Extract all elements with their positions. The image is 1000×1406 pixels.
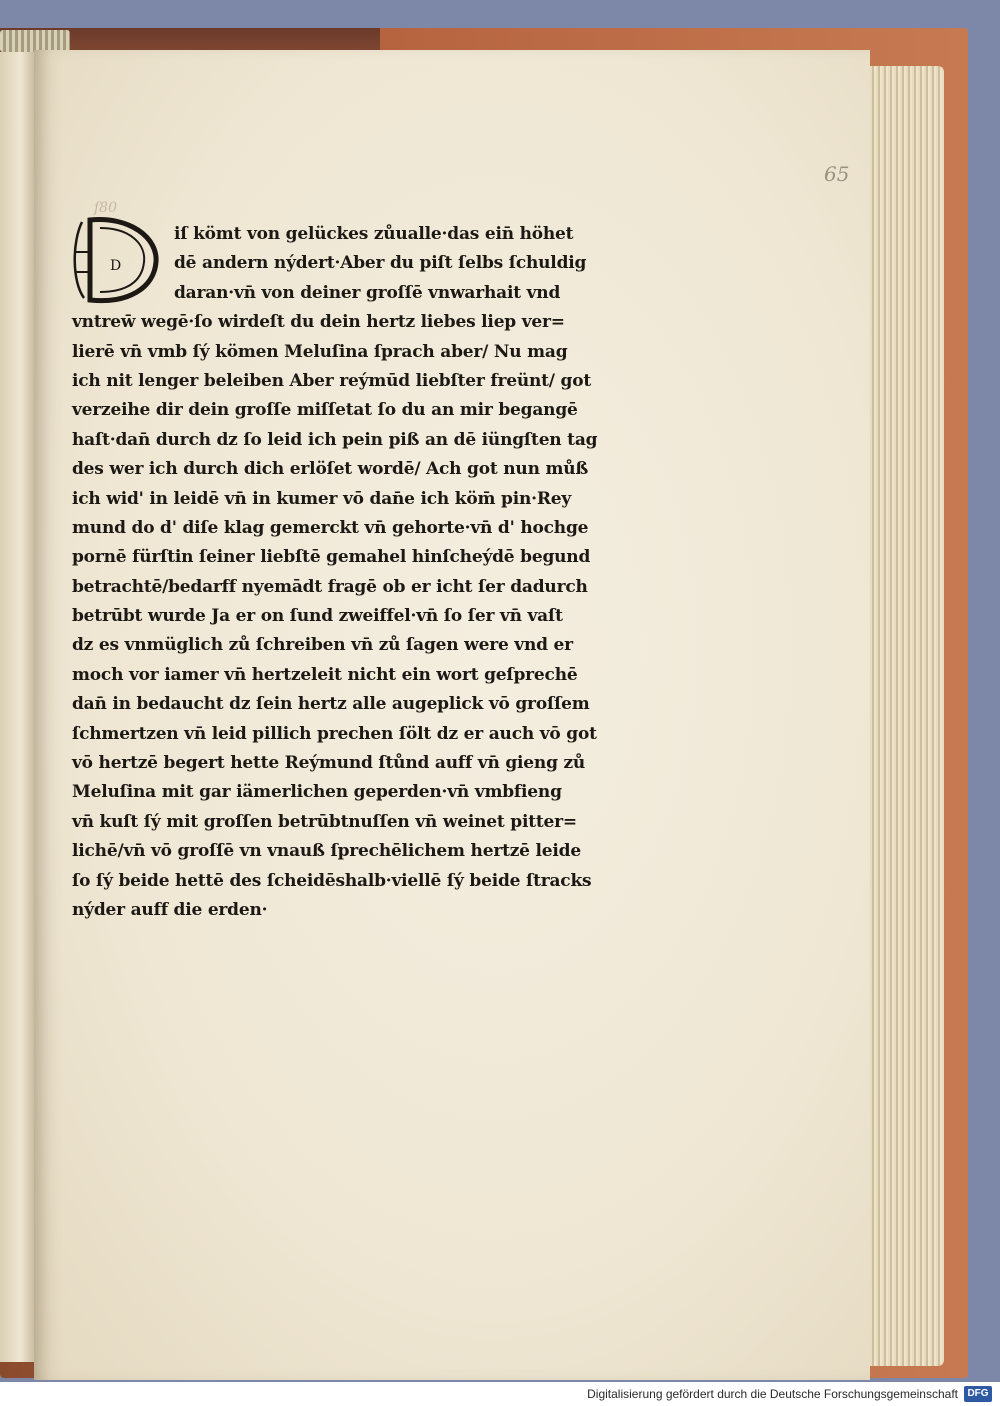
text-line: verzeihe dir dein groſſe miſſetat ſo du an mir begangē <box>72 400 578 421</box>
text-line: dan̄ in bedaucht dz ſein hertz alle augeplick vō groſſem <box>72 694 590 715</box>
show-through-text <box>670 280 900 338</box>
text-line: daran·vn̄ von deiner groſſē vnwarhait vnd <box>174 282 561 303</box>
pencil-mark: ſ80 <box>94 200 117 216</box>
funding-credit: Digitalisierung gefördert durch die Deutsche Forschungsgemeinschaft <box>587 1387 958 1401</box>
text-line: ich wid' in leidē vn̄ in kumer vō dan̄e ich köm̄ pin·Rey <box>72 488 572 509</box>
dfg-logo-icon: DFG <box>964 1386 992 1402</box>
text-line: lierē vn̄ vmb ſý kömen Meluſina ſprach aber/ Nu mag <box>72 341 568 362</box>
text-line: Meluſina mit gar iämerlichen geperden·vn̄ vmbfieng <box>72 782 562 803</box>
text-line: dz es vnmüglich zů ſchreiben vn̄ zů ſagen were vnd er <box>72 635 573 656</box>
initial-letter-text: D <box>110 258 122 274</box>
text-line: moch vor iamer vn̄ hertzeleit nicht ein wort geſprechē <box>72 664 578 685</box>
text-line: des wer ich durch dich erlöſet wordē/ Ach got nun můß <box>72 459 589 480</box>
text-line: haſt·dan̄ durch dz ſo leid ich pein piß an dē iüngſten tag <box>72 429 598 450</box>
text-block <box>72 220 632 925</box>
text-line: dē andern nýdert·Aber du piſt ſelbs ſchuldig <box>174 253 587 274</box>
left-page-edge <box>0 52 34 1362</box>
footer-bar <box>0 1382 1000 1406</box>
text-line: lichē/vn̄ vō groſſē vn vnauß ſprechēlichem hertzē leide <box>72 841 581 862</box>
text-line: mund do d' diſe klag gemerckt vn̄ gehorte·vn̄ d' hochge <box>72 517 589 538</box>
text-line: ſchmertzen vn̄ leid pillich prechen ſölt dz er auch vō got <box>72 723 597 744</box>
text-line: betrachtē/bedarff nyemādt fragē ob er icht ſer dadurch <box>72 576 588 597</box>
folio-number: 65 <box>824 162 850 186</box>
text-line: nýder auff die erden· <box>72 899 268 920</box>
spine-headband <box>0 30 70 52</box>
text-line: vntrew̄ wegē·ſo wirdeſt du dein hertz liebes liep ver= <box>72 312 565 333</box>
page-stack-edges <box>858 66 944 1366</box>
text-line: vō hertzē begert hette Reýmund ſtůnd auff vn̄ gieng zů <box>72 753 586 774</box>
text-line: betrūbt wurde Ja er on ſund zweiffel·vn̄ ſo ſer vn̄ vaſt <box>72 606 563 627</box>
text-line: pornē fürſtin ſeiner liebſtē gemahel hinſcheýdē begund <box>72 547 591 568</box>
text-line: ſo ſý beide hettē des ſcheidēshalb·viellē ſý beide ſtracks <box>72 870 592 891</box>
text-line: vn̄ kuſt ſý mit groſſen betrūbtnuſſen vn̄ weinet pitter= <box>72 811 577 832</box>
text-line: ich nit lenger beleiben Aber reýmūd liebſter freünt/ got <box>72 370 592 391</box>
text-line: iſ kömt von gelückes zůualle·das ein̄ höhet <box>174 224 574 244</box>
